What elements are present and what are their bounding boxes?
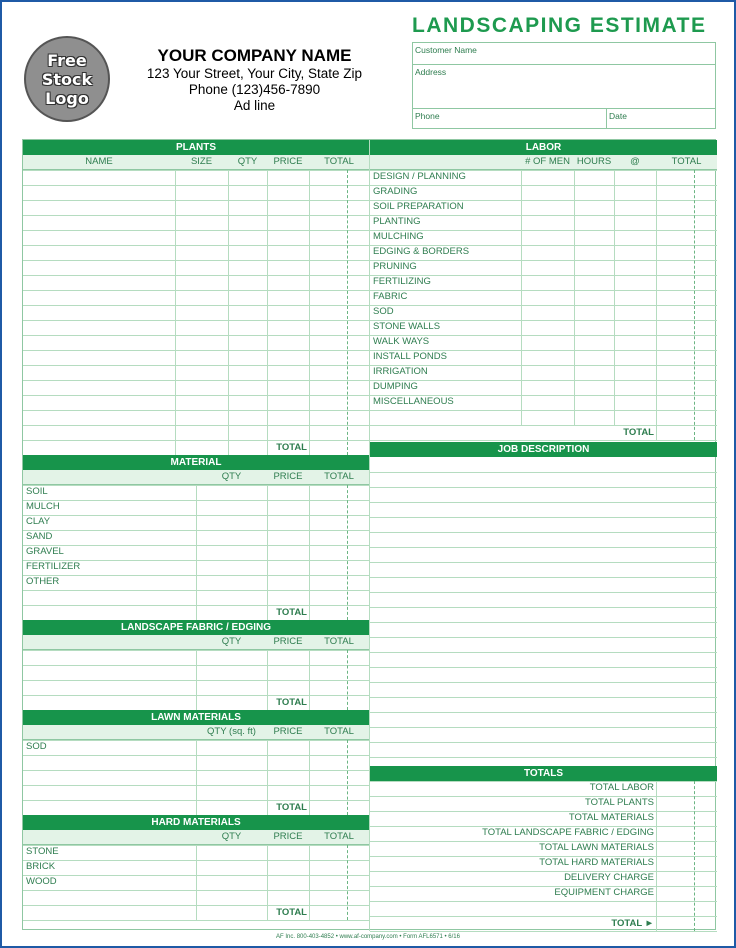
col-line	[309, 740, 310, 815]
plants-row-line	[23, 380, 369, 381]
plants-total-label: TOTAL	[276, 442, 307, 453]
material-column-headers-col-1: PRICE	[273, 471, 303, 482]
col-line	[267, 170, 268, 455]
col-line	[347, 740, 348, 815]
labor-item: DESIGN / PLANNING	[373, 171, 466, 182]
col-line	[521, 170, 522, 425]
plants-row-line	[23, 245, 369, 246]
totals-item: TOTAL LABOR	[589, 782, 654, 793]
totals-item: TOTAL LANDSCAPE FABRIC / EDGING	[482, 827, 654, 838]
col-line	[309, 845, 310, 920]
company-name: YOUR COMPANY NAME	[157, 46, 352, 65]
col-line	[694, 170, 695, 440]
job-description-line	[370, 472, 717, 473]
plants-row-line	[23, 260, 369, 261]
job-description-line	[370, 487, 717, 488]
col-line	[656, 425, 657, 440]
company-phone: Phone (123)456-7890	[188, 82, 321, 97]
job-description-line	[370, 607, 717, 608]
labor-item: IRRIGATION	[373, 366, 428, 377]
customer-name-label: Customer Name	[415, 45, 477, 55]
plants-row-line	[23, 395, 369, 396]
col-line	[175, 170, 176, 455]
plants-row-line	[23, 410, 369, 411]
lawn-column-headers-col-2: TOTAL	[324, 726, 354, 737]
lawn-header: LAWN MATERIALS	[23, 710, 369, 725]
labor-item: PRUNING	[373, 261, 417, 272]
col-line	[196, 485, 197, 620]
col-line	[309, 170, 310, 455]
hard-item: BRICK	[26, 861, 56, 872]
plants-row-line	[23, 275, 369, 276]
job-description-line	[370, 757, 717, 758]
col-line	[574, 170, 575, 425]
plants-row-line	[23, 170, 369, 171]
labor-item: FERTILIZING	[373, 276, 431, 287]
material-item: MULCH	[26, 501, 60, 512]
labor-row-line	[370, 410, 717, 411]
hard-row-line	[23, 920, 369, 921]
job-description-line	[370, 682, 717, 683]
panel-divider	[369, 140, 370, 931]
labor-row-line	[370, 425, 717, 426]
plants-row-line	[23, 365, 369, 366]
plants-row-line	[23, 335, 369, 336]
totals-header: TOTALS	[370, 766, 717, 781]
col-line	[196, 740, 197, 815]
job-description-line	[370, 712, 717, 713]
job-description-line	[370, 592, 717, 593]
plants-column-headers-col-2: QTY	[237, 156, 258, 167]
col-line	[196, 650, 197, 710]
company-adline: Ad line	[233, 98, 276, 113]
plants-row-line	[23, 185, 369, 186]
plants-header: PLANTS	[23, 140, 369, 155]
col-line	[347, 485, 348, 620]
plants-row-line	[23, 425, 369, 426]
fabric-column-headers-col-0: QTY	[221, 636, 242, 647]
material-item: CLAY	[26, 516, 51, 527]
col-line	[267, 485, 268, 620]
lawn-total-label: TOTAL	[276, 802, 307, 813]
job-description-line	[370, 502, 717, 503]
material-header: MATERIAL	[23, 455, 369, 470]
logo-text: Free Stock Logo	[41, 50, 93, 108]
labor-item: WALK WAYS	[373, 336, 430, 347]
labor-column-headers-col-0: # OF MEN	[525, 156, 570, 167]
company-info	[142, 46, 367, 114]
phone-label: Phone	[415, 111, 440, 121]
hard-header: HARD MATERIALS	[23, 815, 369, 830]
totals-item: TOTAL PLANTS	[585, 797, 654, 808]
col-line	[347, 170, 348, 455]
job-description-line	[370, 637, 717, 638]
hard-item: STONE	[26, 846, 59, 857]
company-address: 123 Your Street, Your City, State Zip	[146, 66, 363, 81]
col-line	[694, 781, 695, 931]
col-line	[309, 650, 310, 710]
col-line	[347, 650, 348, 710]
company-logo	[24, 36, 110, 122]
job-description-line	[370, 622, 717, 623]
hard-total-label: TOTAL	[276, 907, 307, 918]
col-line	[309, 485, 310, 620]
col-line	[614, 170, 615, 425]
customer-name-field[interactable]	[413, 43, 715, 65]
fabric-header: LANDSCAPE FABRIC / EDGING	[23, 620, 369, 635]
job-description-line	[370, 727, 717, 728]
job-description-line	[370, 697, 717, 698]
job-description-line	[370, 532, 717, 533]
col-line	[656, 781, 657, 931]
totals-row-line	[370, 931, 717, 932]
labor-row-line	[370, 440, 717, 441]
job-description-line	[370, 562, 717, 563]
job-description-line	[370, 652, 717, 653]
material-column-headers-col-0: QTY	[221, 471, 242, 482]
job-description-header: JOB DESCRIPTION	[370, 442, 717, 457]
address-field[interactable]	[413, 65, 715, 109]
customer-box	[412, 42, 716, 129]
fabric-column-headers-col-2: TOTAL	[324, 636, 354, 647]
material-column-headers-col-2: TOTAL	[324, 471, 354, 482]
form-title: LANDSCAPING ESTIMATE	[412, 14, 707, 37]
material-item: SAND	[26, 531, 53, 542]
material-item: GRAVEL	[26, 546, 64, 557]
material-item: SOIL	[26, 486, 48, 497]
date-field[interactable]	[607, 109, 715, 129]
plants-row-line	[23, 200, 369, 201]
lawn-column-headers-col-0: QTY (sq. ft)	[207, 726, 256, 737]
lawn-column-headers-col-1: PRICE	[273, 726, 303, 737]
labor-item: MISCELLANEOUS	[373, 396, 454, 407]
fabric-column-headers-col-1: PRICE	[273, 636, 303, 647]
labor-item: STONE WALLS	[373, 321, 441, 332]
plants-column-headers-col-1: SIZE	[190, 156, 213, 167]
labor-item: PLANTING	[373, 216, 421, 227]
plants-column-headers-col-3: PRICE	[273, 156, 303, 167]
job-description-line	[370, 517, 717, 518]
col-line	[228, 170, 229, 455]
totals-row-line	[370, 901, 717, 902]
labor-item: SOD	[373, 306, 394, 317]
labor-item: FABRIC	[373, 291, 408, 302]
col-line	[656, 170, 657, 425]
totals-item: TOTAL HARD MATERIALS	[539, 857, 654, 868]
grand-total-label: TOTAL ►	[611, 918, 654, 929]
job-description-line	[370, 577, 717, 578]
hard-column-headers-col-0: QTY	[221, 831, 242, 842]
labor-total-label: TOTAL	[623, 427, 654, 438]
labor-column-headers-col-2: @	[630, 156, 640, 167]
job-description-line	[370, 547, 717, 548]
date-label: Date	[609, 111, 627, 121]
job-description-line	[370, 667, 717, 668]
lawn-item: SOD	[26, 741, 47, 752]
plants-row-line	[23, 440, 369, 441]
labor-item: SOIL PREPARATION	[373, 201, 464, 212]
estimate-grid	[22, 139, 716, 930]
address-label: Address	[415, 67, 447, 77]
plants-row-line	[23, 290, 369, 291]
col-line	[196, 845, 197, 920]
totals-item: EQUIPMENT CHARGE	[554, 887, 654, 898]
labor-column-headers-col-1: HOURS	[576, 156, 612, 167]
plants-row-line	[23, 350, 369, 351]
material-item: FERTILIZER	[26, 561, 81, 572]
totals-item: TOTAL LAWN MATERIALS	[539, 842, 654, 853]
job-description-line	[370, 742, 717, 743]
plants-row-line	[23, 215, 369, 216]
phone-field[interactable]	[413, 109, 607, 129]
hard-column-headers-col-2: TOTAL	[324, 831, 354, 842]
totals-item: DELIVERY CHARGE	[564, 872, 654, 883]
plants-row-line	[23, 230, 369, 231]
labor-item: MULCHING	[373, 231, 424, 242]
plants-column-headers-col-4: TOTAL	[324, 156, 354, 167]
labor-item: INSTALL PONDS	[373, 351, 447, 362]
labor-item: EDGING & BORDERS	[373, 246, 470, 257]
labor-item: DUMPING	[373, 381, 418, 392]
totals-item: TOTAL MATERIALS	[568, 812, 654, 823]
form-footer: AF Inc. 800-403-4852 • www.af-company.com • Form AFL6571 • 6/16	[276, 934, 460, 940]
labor-item: GRADING	[373, 186, 418, 197]
plants-row-line	[23, 305, 369, 306]
material-total-label: TOTAL	[276, 607, 307, 618]
plants-row-line	[23, 320, 369, 321]
labor-header: LABOR	[370, 140, 717, 155]
hard-column-headers-col-1: PRICE	[273, 831, 303, 842]
hard-item: WOOD	[26, 876, 57, 887]
material-item: OTHER	[26, 576, 60, 587]
plants-column-headers-col-0: NAME	[85, 156, 113, 167]
fabric-total-label: TOTAL	[276, 697, 307, 708]
col-line	[347, 845, 348, 920]
labor-column-headers-col-3: TOTAL	[671, 156, 702, 167]
